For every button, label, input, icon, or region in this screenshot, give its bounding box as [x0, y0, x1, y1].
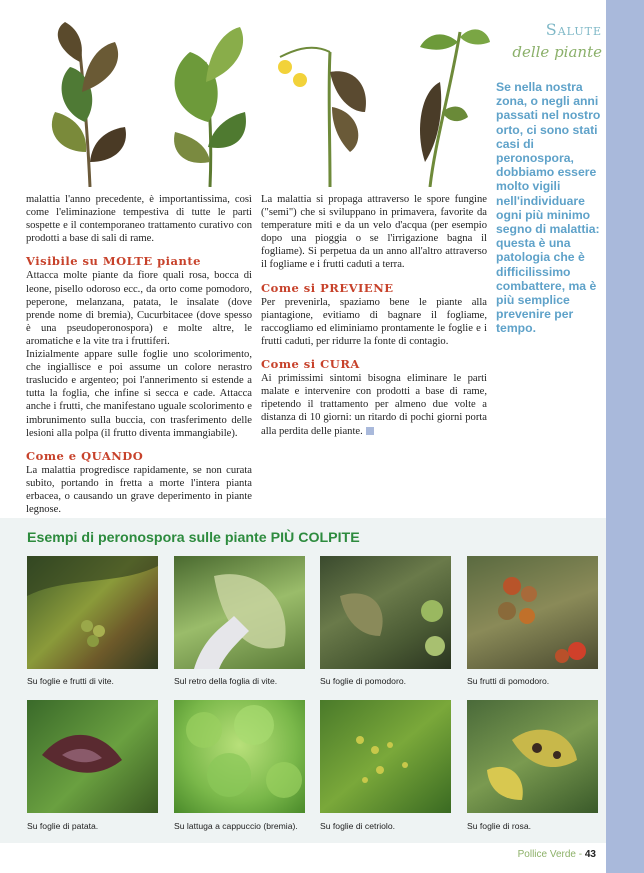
- photo-tomato-fruits: [467, 556, 598, 669]
- photo-lettuce: [174, 700, 305, 813]
- photo-vine-fruit: [27, 556, 158, 669]
- caption-7: Su foglie di cetriolo.: [320, 821, 395, 831]
- caption-2: Sul retro della foglia di vite.: [174, 676, 278, 686]
- magazine-name: Pollice Verde: [517, 849, 576, 860]
- header-plant-illustrations: [20, 12, 490, 187]
- caption-6: Su lattuga a cappuccio (bremia).: [174, 821, 298, 831]
- page-edge-band: [606, 0, 644, 873]
- previene-paragraph: Per prevenirla, spaziamo bene le piante alla piantagione, evitiamo di bagnare il fogliame, raccogliamo ed eliminiamo prontamente le foglie e i frutti caduti, per ridurre la fonte di contagio.: [261, 296, 487, 347]
- intro-paragraph: malattia l'anno precedente, è importantissima, così come l'eliminazione tempestiva di tutte le parti sospette e il contemporaneo trattamento curativo con prodotti a base di sali di rame.: [26, 194, 252, 245]
- cura-paragraph: [261, 372, 487, 437]
- caption-4: Su frutti di pomodoro.: [467, 676, 550, 686]
- leaf-plant-illustration: [150, 12, 260, 187]
- page-number: 43: [584, 849, 596, 860]
- photo-potato-leaves: [27, 700, 158, 813]
- cura-text: Ai primissimi sintomi bisogna eliminare le parti malate e intervenire con prodotti a base di rame, ripetendo il trattamento per almeno due volte a distanza di 10 giorni: un ritardo di pochi giorni porta alla perdita delle piante.: [261, 373, 487, 437]
- caption-3: Su foglie di pomodoro.: [320, 676, 406, 686]
- photo-tomato-leaves: [320, 556, 451, 669]
- caption-8: Su foglie di rosa.: [467, 821, 532, 831]
- visibile-paragraph-2: Inizialmente appare sulle foglie uno scolorimento, che ingiallisce e poi assume un colore nerastro traslucido e argenteo; poi l'annerimento si estende a tutta la foglia, che infine si secca e cade. Attacca anche i frutti, che manifestano uguale scolorimento e imbrunimento sulla buccia, con trasferimento delle lesioni alla polpa (il frutto diventa immangiabile).: [26, 349, 252, 439]
- heading-previene: Come si PREVIENE: [261, 280, 394, 295]
- pull-quote: Se nella nostra zona, o negli anni passati nel nostro orto, ci sono stati casi di peronospora, dobbiamo essere molto vigili nell'individuare ogni più minimo segno di malattia: questa è una patologia che è difficilissimo combattere, ma è più semplice prevenire per tempo.: [496, 80, 601, 336]
- footer-separator: -: [575, 849, 585, 860]
- article-column-1: [26, 193, 252, 516]
- photo-rose-leaves: [467, 700, 598, 813]
- come-quando-paragraph-1: La malattia progredisce rapidamente, se non curata subito, portando in fretta a morte l'intera pianta erbacea, o causando un grave deperimento in piante legnose.: [26, 464, 252, 516]
- photo-gallery: [0, 518, 606, 843]
- caption-5: Su foglie di patata.: [27, 821, 99, 831]
- heading-come-quando: Come e QUANDO: [26, 448, 144, 463]
- vine-plant-illustration: [30, 12, 140, 187]
- section-label: [490, 20, 602, 61]
- photo-cucumber-leaves: [320, 700, 451, 813]
- come-quando-paragraph-2: La malattia si propaga attraverso le spore fungine ("semi") che si sviluppano in primavera, favorite da temperature miti e da un velo d'acqua (per esempio dopo una pioggia o se l'irrigazione bagna il fogliame). Si perpetua da un anno all'altro attraverso il fogliame e i frutti caduti a terra.: [261, 194, 487, 271]
- caption-1: Su foglie e frutti di vite.: [27, 676, 114, 686]
- section-subtitle: delle piante: [512, 43, 602, 61]
- article-column-2: [261, 193, 487, 438]
- end-mark-icon: [366, 427, 374, 435]
- heading-visibile: Visibile su MOLTE piante: [26, 254, 201, 269]
- visibile-paragraph-1: Attacca molte piante da fiore quali rosa, bocca di leone, pisello odoroso ecc., da orto come pomodoro, peperone, melanzana, patata, le insalate (dove prende nome di bremia), Cucurbitacee (dove spesso è una pseudoperonospora) e molte altre, le aromatiche e la vite tra i fruttiferi.: [26, 270, 252, 347]
- gallery-title: Esempi di peronospora sulle piante PIÙ COLPITE: [27, 530, 360, 546]
- tomato-flower-illustration: [270, 12, 380, 187]
- heading-cura: Come si CURA: [261, 357, 360, 372]
- page-footer: [518, 849, 596, 860]
- section-title: Salute: [545, 20, 602, 39]
- tomato-stem-illustration: [380, 12, 490, 187]
- photo-vine-leaf-back: [174, 556, 305, 669]
